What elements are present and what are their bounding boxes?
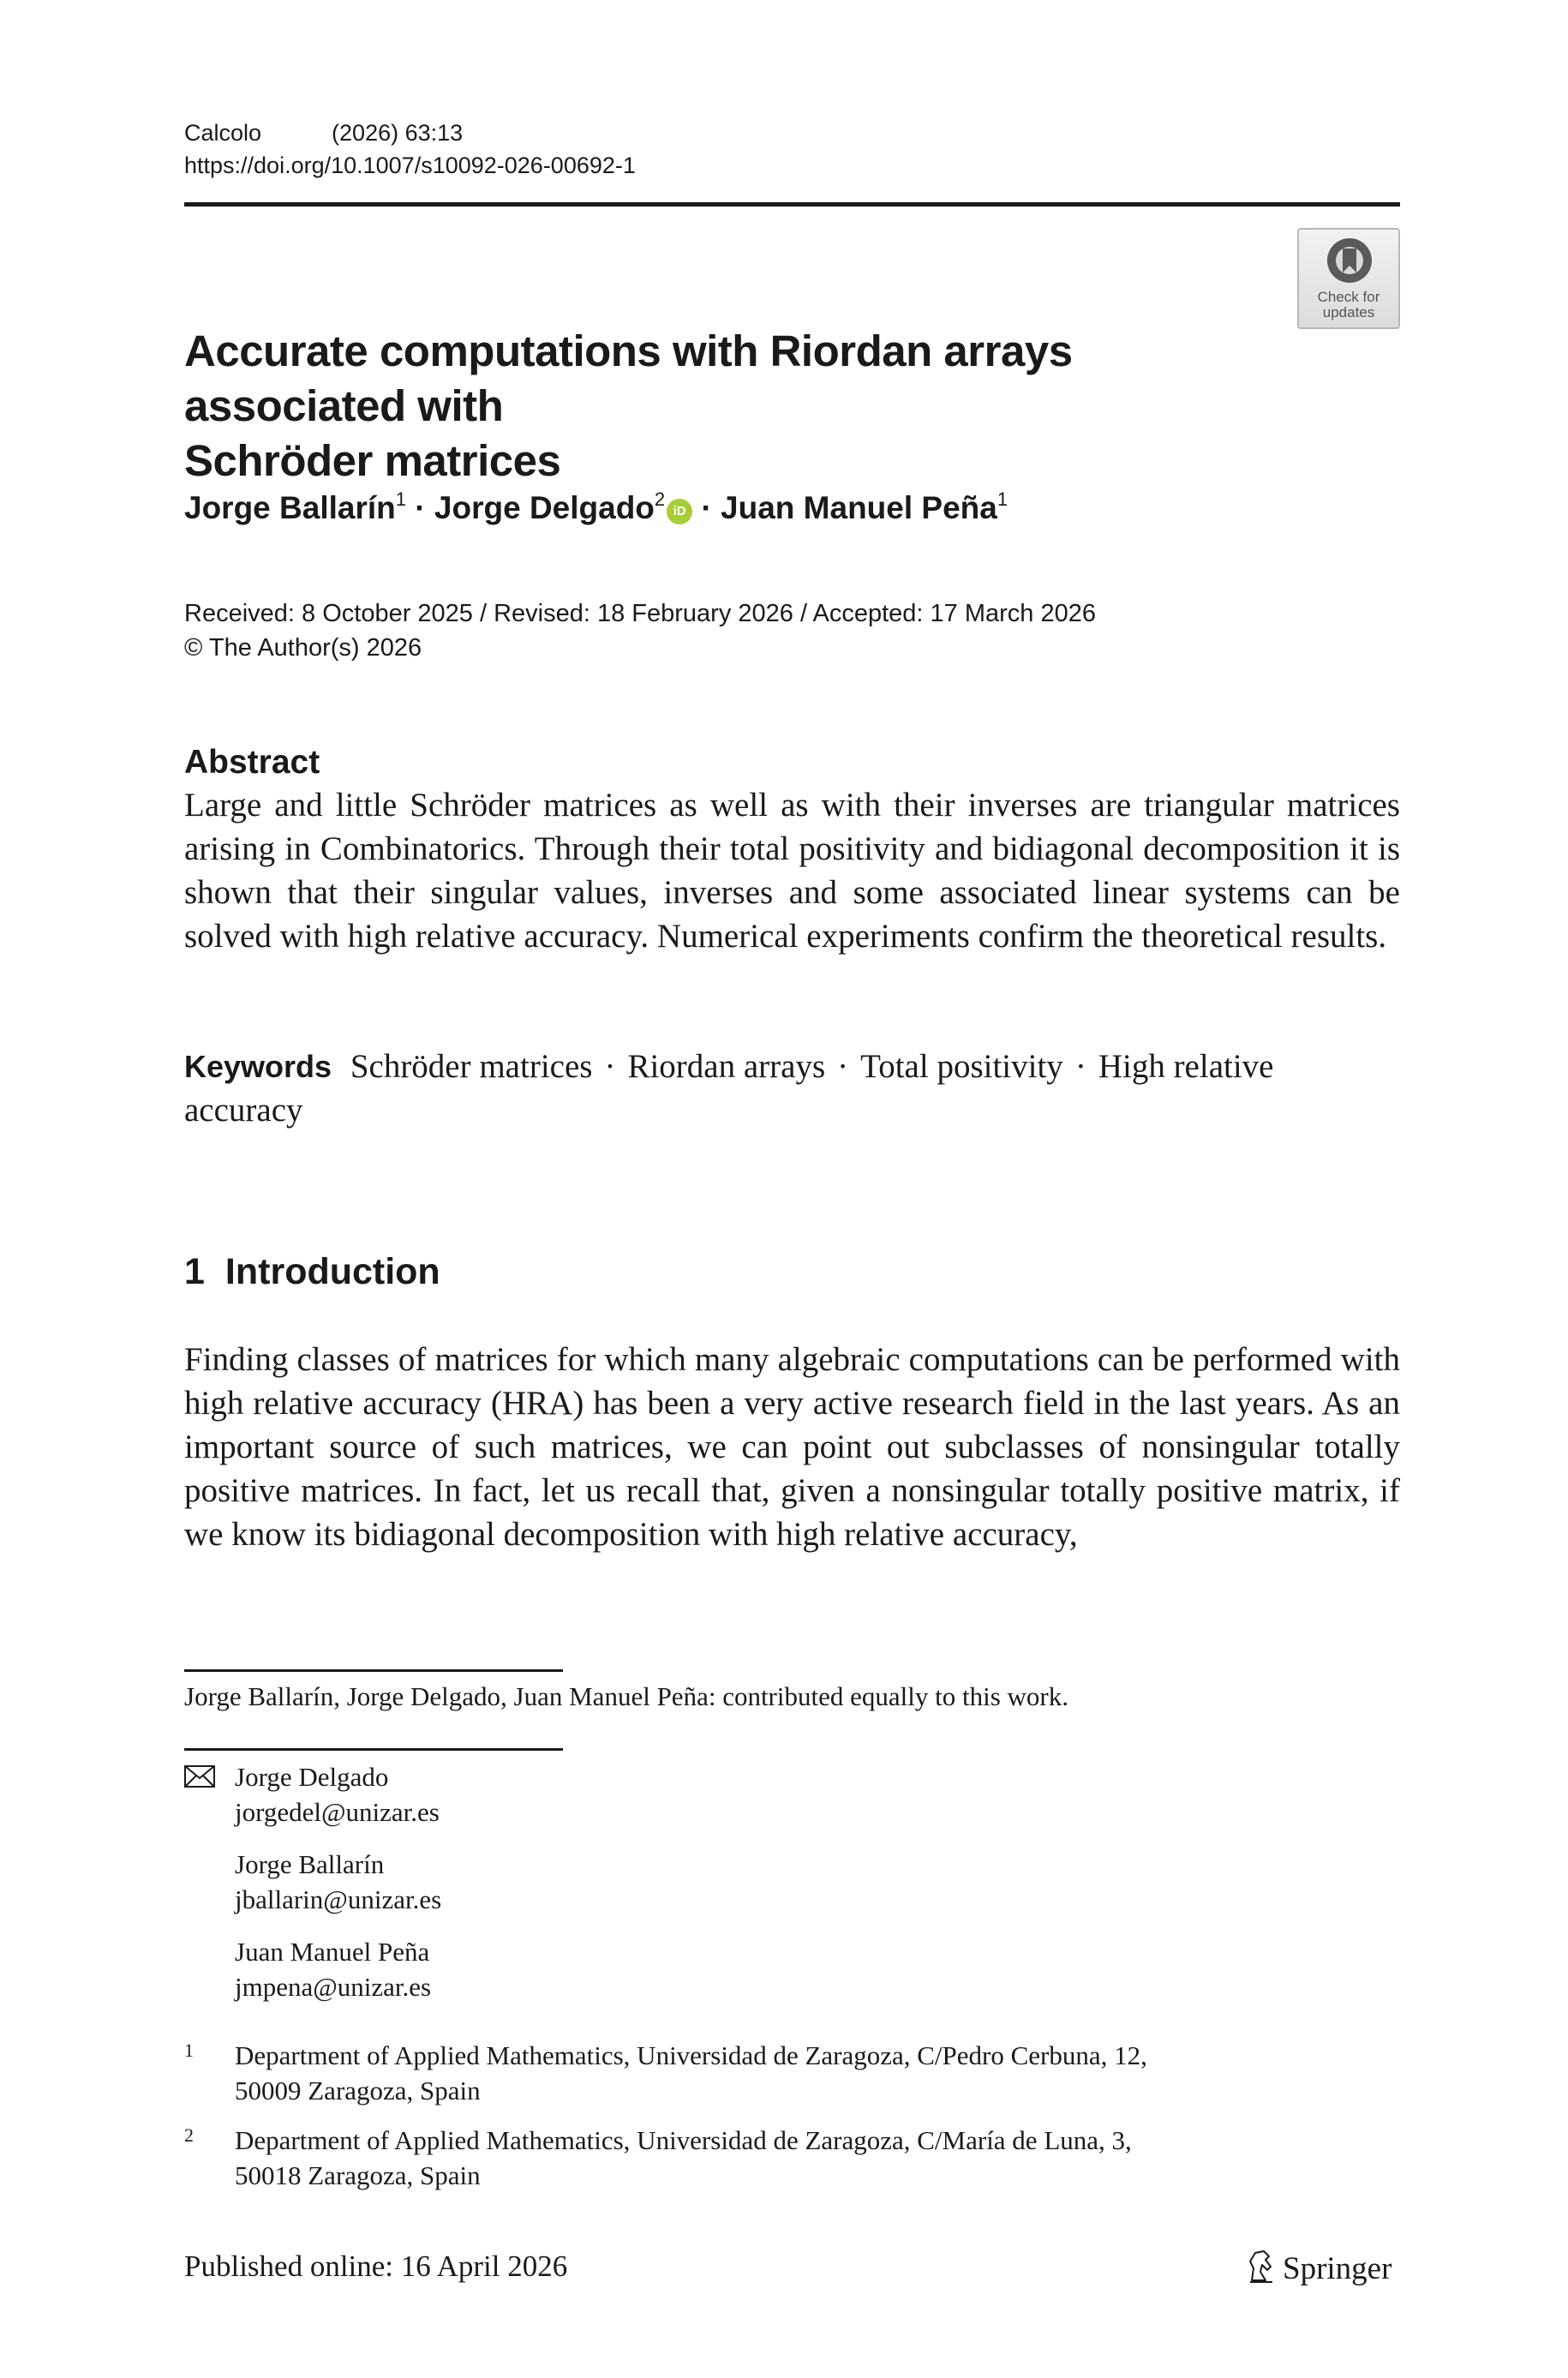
springer-horse-icon [1247,2249,1276,2284]
author-affiliation-mark: 1 [395,488,407,510]
section-title: Introduction [224,1251,440,1292]
affiliation-line: Department of Applied Mathematics, Universidad de Zaragoza, C/María de Luna, 3, [235,2125,1132,2155]
affiliation-number: 1 [184,2040,194,2061]
contact-block [235,1934,431,2004]
keyword: Schröder matrices [350,1048,593,1085]
paper-title [184,324,1290,488]
check-updates-label: Check for [1317,289,1380,305]
published-online-date: Published online: 16 April 2026 [184,2249,568,2283]
publisher-logo[interactable] [1247,2249,1391,2287]
keywords [184,1045,1400,1132]
received-dates: Received: 8 October 2025 / Revised: 18 February 2026 / Accepted: 17 March 2026 [184,600,1096,627]
contact-name: Jorge Delgado [235,1762,389,1792]
author-affiliation-mark: 1 [996,488,1008,510]
footnote-rule [184,1669,563,1672]
introduction-paragraph: Finding classes of matrices for which many algebraic computations can be performed with high relative accuracy (HRA) has been a very active research field in the last years. As an important source of such matrices, we can point out subclasses of nonsingular totally positive matrices. In fact, let us recall that, given a nonsingular totally positive matrix, if we know its bidiagonal decomposition with high relative accuracy, [184,1341,1400,1553]
contact-email[interactable]: jmpena@unizar.es [235,1972,432,2002]
journal-name: Calcolo [184,120,262,146]
publisher-name: Springer [1283,2251,1392,2286]
keyword-separator: · [837,1048,849,1085]
author-separator: · [415,490,426,525]
keyword-separator: · [1074,1048,1086,1085]
paper-title-line-1: Accurate computations with Riordan arrays associated with [184,326,1073,430]
author-separator: · [701,490,712,525]
author-list [184,488,1008,526]
author-name[interactable]: Jorge Ballarín [184,490,396,525]
contact-block [235,1847,441,1917]
affiliation-line: 50009 Zaragoza, Spain [235,2076,481,2105]
journal-line [184,120,463,147]
header-rule [184,202,1400,207]
abstract-heading: Abstract [184,744,320,781]
contribution-footnote: Jorge Ballarín, Jorge Delgado, Juan Manuel Peña: contributed equally to this work. [184,1681,1068,1711]
author-affiliation-mark: 2 [654,488,666,510]
section-number: 1 [184,1251,205,1292]
affiliation [235,2038,1349,2108]
check-updates-label-2: updates [1322,304,1375,320]
journal-volume: (2026) 63:13 [332,120,464,146]
author-name[interactable]: Jorge Delgado [434,490,655,525]
affiliation-number: 2 [184,2124,194,2146]
orcid-icon[interactable]: iD [667,499,692,524]
copyright-notice: © The Author(s) 2026 [184,634,422,662]
keyword: Total positivity [860,1048,1063,1085]
doi-link[interactable]: https://doi.org/10.1007/s10092-026-00692-1 [184,153,636,178]
affiliation-line: Department of Applied Mathematics, Universidad de Zaragoza, C/Pedro Cerbuna, 12, [235,2040,1147,2070]
affiliation [235,2123,1349,2193]
contact-email[interactable]: jballarin@unizar.es [235,1884,442,1914]
keyword: Riordan arrays [627,1048,826,1085]
affiliation-line: 50018 Zaragoza, Spain [235,2160,481,2190]
contact-name: Juan Manuel Peña [235,1937,430,1967]
keyword: High relative accuracy [184,1048,1274,1129]
check-for-updates-badge[interactable] [1297,228,1400,329]
contact-block [235,1759,440,1830]
contact-name: Jorge Ballarín [235,1849,385,1879]
contact-email[interactable]: jorgedel@unizar.es [235,1797,440,1827]
section-heading-introduction [184,1251,440,1293]
envelope-icon [184,1765,215,1788]
paper-title-line-2: Schröder matrices [184,436,561,485]
keywords-label: Keywords [184,1049,332,1084]
keyword-separator: · [604,1048,616,1085]
author-name[interactable]: Juan Manuel Peña [721,490,997,525]
check-for-updates-icon [1326,237,1373,285]
abstract-text: Large and little Schröder matrices as well as with their inverses are triangular matrices arising in Combinatorics. Through their total positivity and bidiagonal decomposition it is shown that their singular values, inverses and some associated linear systems can be solved with high relative accuracy. Numerical experiments confirm the theoretical results. [184,787,1400,955]
footnote-rule [184,1748,563,1751]
